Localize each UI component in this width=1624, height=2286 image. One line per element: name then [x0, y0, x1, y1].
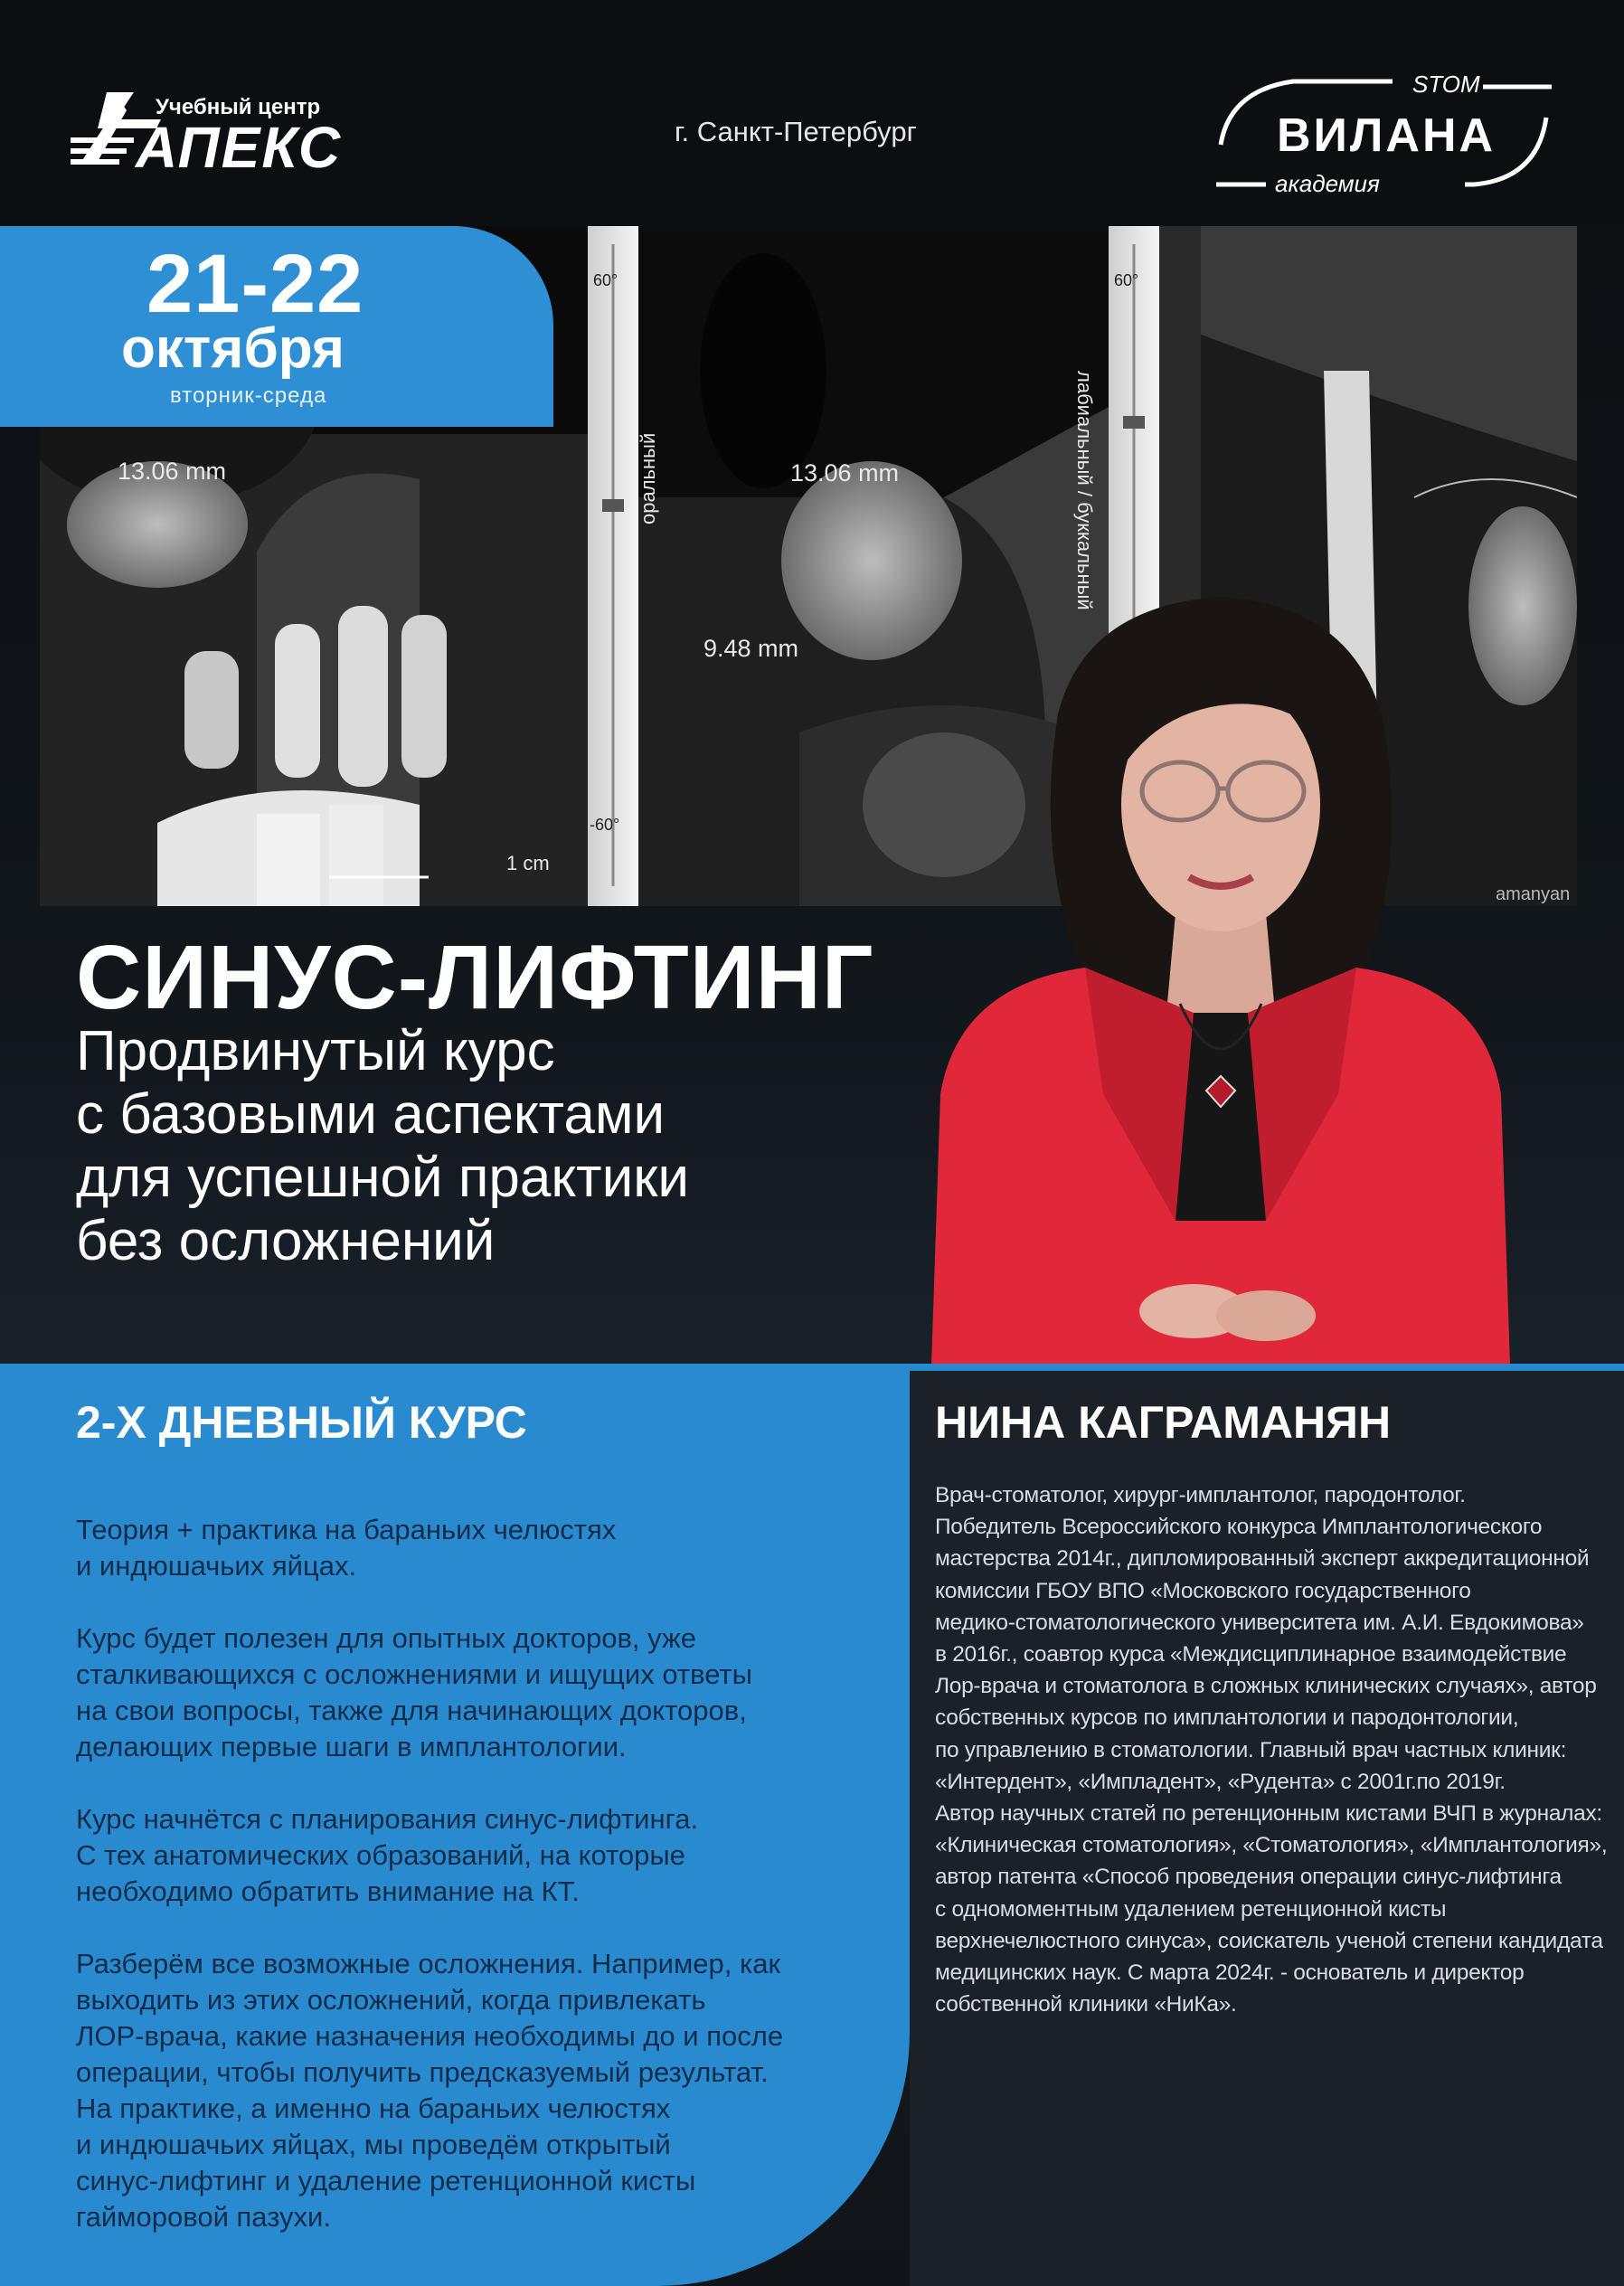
- bio-line: комиссии ГБОУ ВПО «Московского государственного: [935, 1578, 1471, 1603]
- course-line: ЛОР-врача, какие назначения необходимы до и после: [76, 2020, 784, 2052]
- vilana-stom: STOM: [1412, 71, 1480, 98]
- course-line: операции, чтобы получить предсказуемый результат.: [76, 2056, 769, 2088]
- speaker-bio: [935, 1479, 1608, 2020]
- vilana-name: ВИЛАНА: [1277, 109, 1497, 162]
- apex-subtitle: Учебный центр: [156, 95, 321, 119]
- course-line: С тех анатомических образований, на которые: [76, 1839, 685, 1871]
- course-line: Разберём все возможные осложнения. Например, как: [76, 1948, 781, 1979]
- bio-line: собственной клиники «НиКа».: [935, 1992, 1237, 2017]
- subtitle-line: с базовыми аспектами: [76, 1083, 666, 1146]
- bio-line: мастерства 2014г., дипломированный эксперт аккредитационной: [935, 1546, 1590, 1572]
- oral-label: оральный: [637, 432, 659, 524]
- date-month: октября: [121, 317, 345, 380]
- bio-line: «Интердент», «Импладент», «Рудента» с 2001г.по 2019г.: [935, 1769, 1506, 1794]
- course-line: выходить из этих осложнений, когда привлекать: [76, 1984, 706, 2016]
- bio-line: «Клиническая стоматология», «Стоматология», «Имплантология»,: [935, 1833, 1608, 1858]
- scan-watermark: amanyan: [1496, 884, 1571, 904]
- ruler-angle-top-1: 60°: [593, 271, 618, 289]
- measure-label-3: 9.48 mm: [703, 635, 799, 662]
- course-line: и индюшачьих яйцах, мы проведём открытый: [76, 2129, 671, 2160]
- speaker-panel-border: [910, 1364, 1624, 1371]
- ruler-angle-bottom-1: -60°: [590, 816, 620, 834]
- bio-line: автор патента «Способ проведения операции синус-лифтинга: [935, 1865, 1562, 1890]
- course-line: сталкивающихся с осложнениями и ищущих ответы: [76, 1658, 752, 1690]
- subtitle-line: для успешной практики: [76, 1147, 689, 1209]
- bio-line: в 2016г., соавтор курса «Междисциплинарное взаимодействие: [935, 1642, 1567, 1667]
- date-days: 21-22: [146, 238, 364, 330]
- scale-label: 1 cm: [506, 852, 550, 874]
- bio-line: собственных курсов по имплантологии и пародонтологии,: [935, 1705, 1519, 1731]
- bio-line: верхнечелюстного синуса», соискатель ученой степени кандидата: [935, 1928, 1603, 1953]
- bio-line: Лор-врача и стоматолога в сложных клинических случаях», автор: [935, 1674, 1597, 1699]
- course-description: [76, 1476, 872, 2272]
- course-line: делающих первые шаги в имплантологии.: [76, 1731, 627, 1762]
- course-line: Курс начнётся с планирования синус-лифтинга.: [76, 1803, 699, 1835]
- course-line: гайморовой пазухи.: [76, 2201, 331, 2233]
- speaker-name: НИНА КАГРАМАНЯН: [935, 1397, 1392, 1448]
- course-line: Теория + практика на бараньих челюстях: [76, 1514, 617, 1545]
- measure-label-1: 13.06 mm: [118, 458, 227, 485]
- course-line: Курс будет полезен для опытных докторов, уже: [76, 1622, 696, 1654]
- bio-line: Автор научных статей по ретенционным кистами ВЧП в журналах:: [935, 1801, 1602, 1827]
- date-weekdays: вторник-среда: [170, 383, 327, 408]
- course-line: на свои вопросы, также для начинающих докторов,: [76, 1695, 747, 1726]
- bio-line: Врач-стоматолог, хирург-имплантолог, пародонтолог.: [935, 1483, 1466, 1507]
- course-line: и индюшачьих яйцах.: [76, 1550, 357, 1582]
- bio-line: медицинских наук. С марта 2024г. - основатель и директор: [935, 1960, 1525, 1986]
- course-heading: 2-Х ДНЕВНЫЙ КУРС: [76, 1397, 527, 1448]
- labial-label: лабиальный / буккальный: [1073, 371, 1096, 610]
- course-line: На практике, а именно на бараньих челюстях: [76, 2092, 671, 2124]
- course-subtitle: [76, 1020, 935, 1273]
- city-label: г. Санкт-Петербург: [675, 116, 917, 147]
- subtitle-line: без осложнений: [76, 1210, 496, 1272]
- bio-line: Победитель Всероссийского конкурса Имплантологического: [935, 1515, 1543, 1540]
- bio-line: по управлению в стоматологии. Главный врач частных клиник:: [935, 1737, 1567, 1762]
- ruler-angle-top-2: 60°: [1114, 271, 1139, 289]
- measure-label-2: 13.06 mm: [790, 459, 900, 486]
- course-line: необходимо обратить внимание на КТ.: [76, 1875, 580, 1907]
- subtitle-line: Продвинутый курс: [76, 1020, 555, 1082]
- course-line: синус-лифтинг и удаление ретенционной кисты: [76, 2165, 696, 2196]
- course-title: СИНУС-ЛИФТИНГ: [76, 927, 874, 1028]
- apex-name: АПЕКС: [136, 115, 343, 180]
- bio-line: медико-стоматологического университета им. А.И. Евдокимова»: [935, 1610, 1584, 1635]
- speaker-photo: [922, 588, 1519, 1365]
- vilana-academy: академия: [1275, 170, 1380, 197]
- bio-line: с одномоментным удалением ретенционной кисты: [935, 1896, 1447, 1922]
